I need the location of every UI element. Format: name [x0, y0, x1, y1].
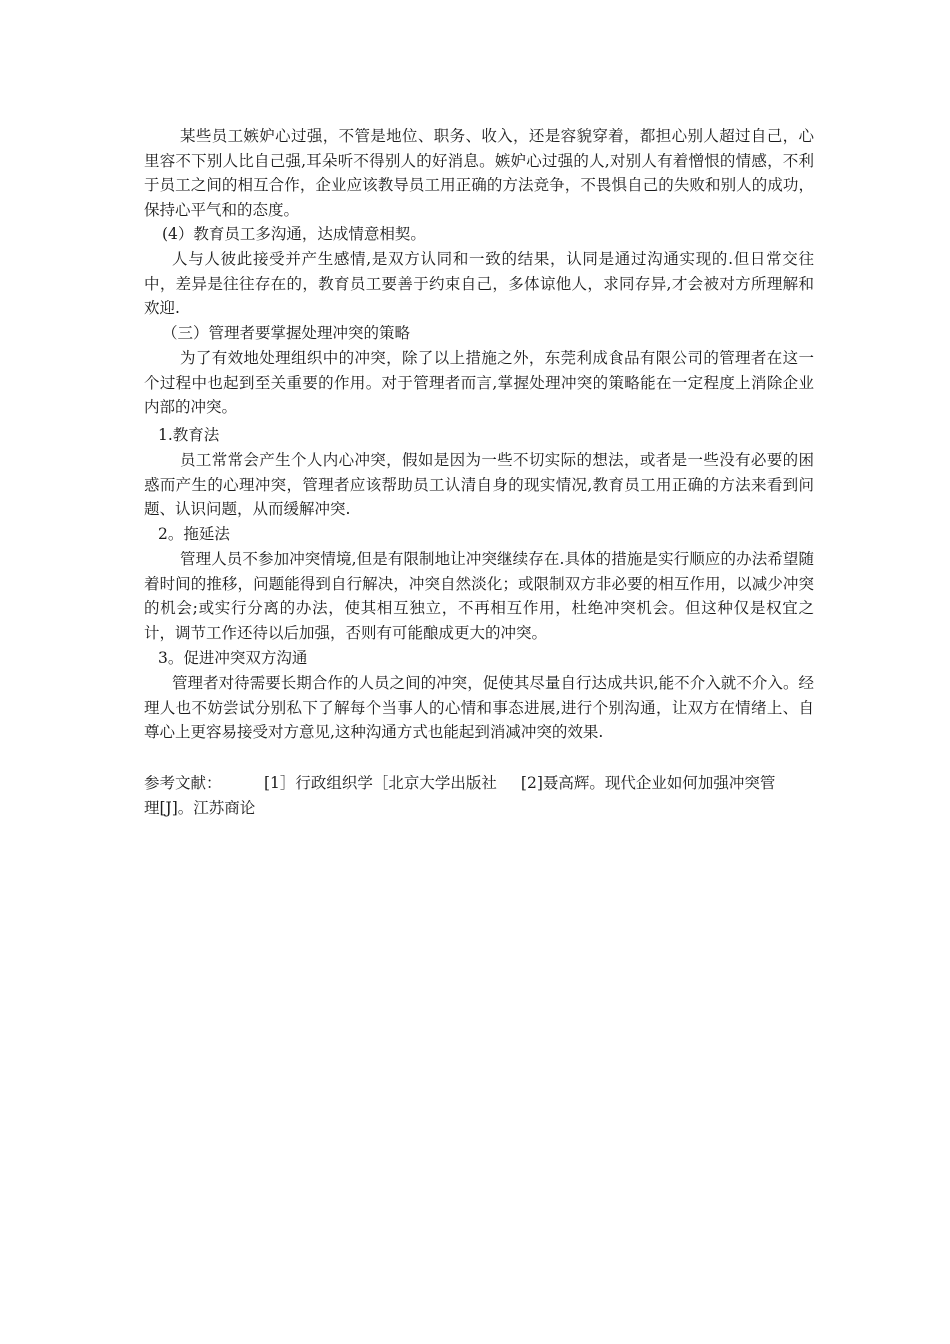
- heading-manager-strategy: （三）管理者要掌握处理冲突的策略: [162, 324, 411, 342]
- paragraph-promote-communication: 管理者对待需要长期合作的人员之间的冲突，促使其尽量自行达成共识,能不介入就不介入。经理人也不妨尝试分别私下了解每个当事人的心情和事态进展,进行个别沟通，让双方在情绪上、自尊心上更容易接受对方意见,这种沟通方式也能起到消减冲突的效果.: [144, 674, 814, 741]
- heading-promote-communication: 3。促进冲突双方沟通: [158, 649, 308, 667]
- heading-communication: (4）教育员工多沟通，达成情意相契。: [162, 225, 426, 243]
- references-line-1: [144, 771, 814, 796]
- reference-2-part-2: 理[J]。江苏商论: [144, 799, 256, 817]
- paragraph-jealousy: 某些员工嫉妒心过强，不管是地位、职务、收入，还是容貌穿着，都担心别人超过自己，心里容不下别人比自己强,耳朵听不得别人的好消息。嫉妒心过强的人,对别人有着憎恨的情感，不利于员工之间的相互合作，企业应该教导员工用正确的方法竞争，不畏惧自己的失败和别人的成功，保持心平气和的态度。: [144, 127, 814, 219]
- paragraph-delay-method: 管理人员不参加冲突情境,但是有限制地让冲突继续存在.具体的措施是实行顺应的办法希望随着时间的推移，问题能得到自行解决，冲突自然淡化；或限制双方非必要的相互作用，以减少冲突的机会;或实行分离的办法，使其相互独立，不再相互作用，杜绝冲突机会。但这种仅是权宜之计，调节工作还待以后加强，否则有可能酿成更大的冲突。: [144, 550, 814, 642]
- paragraph-education-method: 员工常常会产生个人内心冲突，假如是因为一些不切实际的想法，或者是一些没有必要的困惑而产生的心理冲突，管理者应该帮助员工认清自身的现实情况,教育员工用正确的方法来看到问题、认识问题，从而缓解冲突.: [144, 451, 814, 518]
- paragraph-mutual-acceptance: 人与人彼此接受并产生感情,是双方认同和一致的结果，认同是通过沟通实现的.但日常交往中，差异是往往存在的，教育员工要善于约束自己，多体谅他人，求同存异,才会被对方所理解和欢迎.: [144, 250, 814, 317]
- reference-1: [1］行政组织学［北京大学出版社: [264, 774, 497, 792]
- references-line-2: [144, 796, 814, 821]
- heading-education-method: 1.教育法: [158, 426, 220, 444]
- references-section: [144, 771, 814, 821]
- reference-2-part-1: [2]聂高辉。现代企业如何加强冲突管: [520, 774, 776, 792]
- references-label: 参考文献：: [144, 774, 222, 792]
- paragraph-manager-role: 为了有效地处理组织中的冲突，除了以上措施之外，东莞利成食品有限公司的管理者在这一个过程中也起到至关重要的作用。对于管理者而言,掌握处理冲突的策略能在一定程度上消除企业内部的冲突。: [144, 349, 814, 416]
- heading-delay-method: 2。拖延法: [158, 525, 230, 543]
